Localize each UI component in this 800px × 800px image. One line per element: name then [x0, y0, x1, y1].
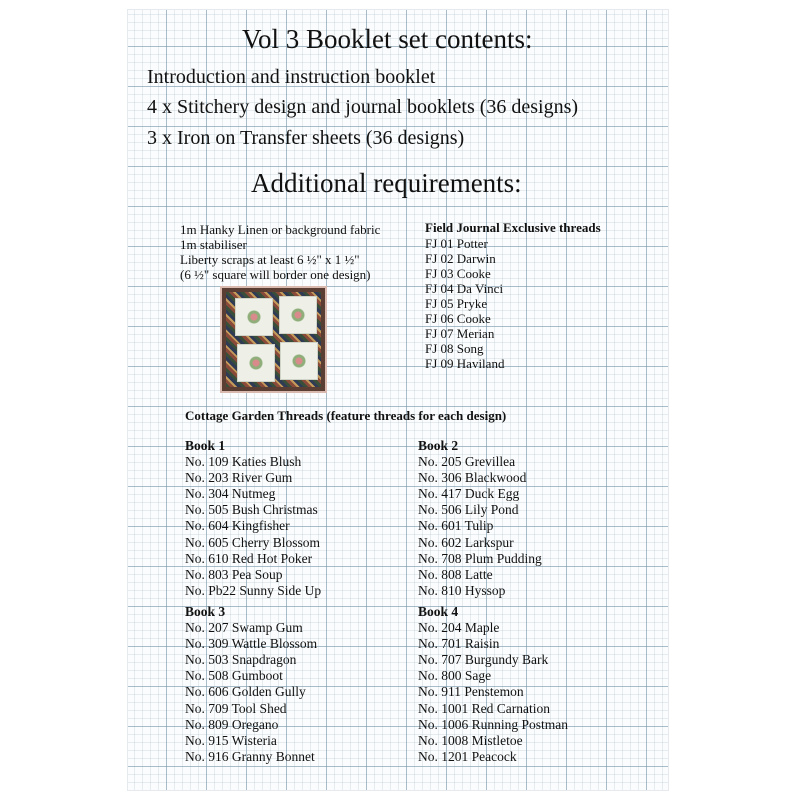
stitchery-block [279, 296, 317, 334]
field-journal-item: FJ 03 Cooke [425, 266, 491, 281]
thread-item: No. 207 Swamp Gum [185, 620, 303, 636]
field-journal-item: FJ 02 Darwin [425, 251, 496, 266]
requirement-item: 1m Hanky Linen or background fabric [180, 222, 381, 237]
book-1-section [185, 438, 321, 599]
book-4-section [418, 604, 568, 765]
flower-icon [247, 310, 261, 324]
flower-icon [292, 354, 306, 368]
thread-item: No. 508 Gumboot [185, 668, 283, 684]
thread-item: No. 1006 Running Postman [418, 716, 569, 732]
thread-item: No. 602 Larkspur [418, 534, 514, 550]
thread-item: No. Pb22 Sunny Side Up [185, 582, 322, 598]
thread-item: No. 1001 Red Carnation [418, 700, 550, 716]
requirement-item: 1m stabiliser [180, 237, 247, 252]
thread-item: No. 306 Blackwood [418, 470, 527, 486]
thread-item: No. 610 Red Hot Poker [185, 550, 313, 566]
thread-item: No. 204 Maple [418, 620, 500, 636]
thread-item: No. 708 Plum Pudding [418, 550, 542, 566]
cottage-garden-title: Cottage Garden Threads (feature threads for each design) [185, 408, 507, 423]
thread-item: No. 915 Wisteria [185, 732, 277, 748]
thread-item: No. 911 Penstemon [418, 684, 524, 700]
book-3-section [185, 604, 317, 765]
flower-icon [249, 356, 263, 370]
thread-item: No. 109 Katies Blush [185, 454, 302, 470]
thread-item: No. 810 Hyssop [418, 582, 506, 598]
thread-item: No. 701 Raisin [418, 636, 500, 652]
book-title: Book 2 [418, 438, 459, 453]
field-journal-item: FJ 07 Merian [425, 326, 495, 341]
book-2-section [418, 438, 542, 599]
field-journal-item: FJ 01 Potter [425, 236, 488, 251]
field-journal-item: FJ 05 Pryke [425, 296, 488, 311]
field-journal-item: FJ 04 Da Vinci [425, 281, 504, 296]
thread-item: No. 601 Tulip [418, 518, 494, 534]
book-title: Book 1 [185, 438, 226, 453]
contents-item-2: 4 x Stitchery design and journal booklets (36 designs) [147, 96, 579, 118]
thread-item: No. 606 Golden Gully [185, 684, 306, 700]
thread-item: No. 1008 Mistletoe [418, 732, 523, 748]
requirement-item: (6 ½" square will border one design) [180, 267, 371, 282]
additional-requirements-heading: Additional requirements: [251, 168, 522, 198]
contents-item-1: Introduction and instruction booklet [147, 66, 436, 88]
requirements-list [180, 222, 380, 282]
flower-icon [291, 308, 305, 322]
field-journal-title: Field Journal Exclusive threads [425, 220, 601, 235]
book-title: Book 4 [418, 604, 459, 619]
stitchery-block [237, 344, 275, 382]
thread-item: No. 503 Snapdragon [185, 652, 297, 668]
contents-item-3: 3 x Iron on Transfer sheets (36 designs) [147, 127, 465, 149]
thread-item: No. 1201 Peacock [418, 748, 517, 764]
page-title: Vol 3 Booklet set contents: [242, 24, 533, 54]
thread-item: No. 506 Lily Pond [418, 502, 519, 518]
thread-item: No. 205 Grevillea [418, 454, 516, 470]
field-journal-list [425, 236, 504, 371]
thread-item: No. 605 Cherry Blossom [185, 534, 320, 550]
thread-item: No. 808 Latte [418, 566, 493, 582]
thread-item: No. 417 Duck Egg [418, 486, 520, 502]
thread-item: No. 809 Oregano [185, 716, 279, 732]
thread-item: No. 604 Kingfisher [185, 518, 290, 534]
requirement-item: Liberty scraps at least 6 ½" x 1 ½" [180, 252, 360, 267]
field-journal-item: FJ 08 Song [425, 341, 484, 356]
thread-item: No. 916 Granny Bonnet [185, 748, 315, 764]
field-journal-item: FJ 06 Cooke [425, 311, 491, 326]
thread-item: No. 309 Wattle Blossom [185, 636, 318, 652]
quilt-photo [222, 288, 325, 391]
thread-item: No. 803 Pea Soup [185, 566, 283, 582]
thread-item: No. 709 Tool Shed [185, 700, 287, 716]
stitchery-block [235, 298, 273, 336]
stitchery-block [280, 342, 318, 380]
thread-item: No. 304 Nutmeg [185, 486, 276, 502]
thread-item: No. 800 Sage [418, 668, 492, 684]
thread-item: No. 707 Burgundy Bark [418, 652, 549, 668]
book-title: Book 3 [185, 604, 226, 619]
field-journal-item: FJ 09 Haviland [425, 356, 505, 371]
thread-item: No. 505 Bush Christmas [185, 502, 318, 518]
thread-item: No. 203 River Gum [185, 470, 293, 486]
